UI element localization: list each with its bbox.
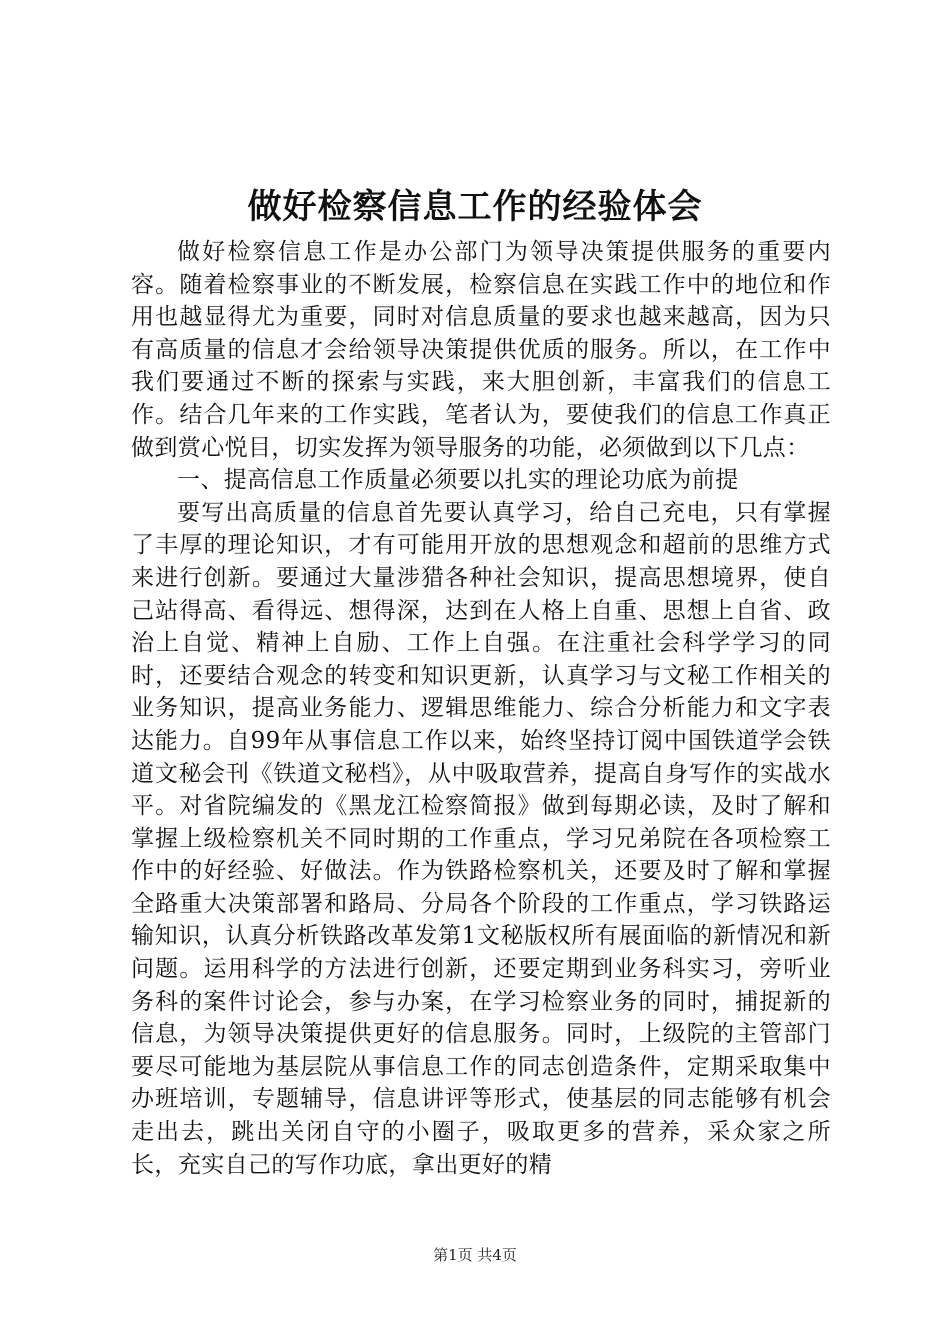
body-paragraph: 要写出高质量的信息首先要认真学习，给自己充电，只有掌握了丰厚的理论知识，才有可能用开放的思想观念和超前的思维方式来进行创新。要通过大量涉猎各种社会知识，提高思想境界，使自己站得高、看得远、想得深，达到在人格上自重、思想上自省、政治上自觉、精神上自励、工作上自强。在注重社会科学学习的同时，还要结合观念的转变和知识更新，认真学习与文秘工作相关的业务知识，提高业务能力、逻辑思维能力、综合分析能力和文字表达能力。自99年从事信息工作以来，始终坚持订阅中国铁道学会铁道文秘会刊《铁道文秘档》，从中吸取营养，提高自身写作的实战水平。对省院编发的《黑龙江检察简报》做到每期必读，及时了解和掌握上级检察机关不同时期的工作重点，学习兄弟院在各项检察工作中的好经验、好做法。作为铁路检察机关，还要及时了解和掌握全路重大决策部署和路局、分局各个阶段的工作重点，学习铁路运输知识，认真分析铁路改革发第1文秘版权所有展面临的新情况和新问题。运用科学的方法进行创新，还要定期到业务科实习，旁听业务科的案件讨论会，参与办案，在学习检察业务的同时，捕捉新的信息，为领导决策提供更好的信息服务。同时，上级院的主管部门要尽可能地为基层院从事信息工作的同志创造条件，定期采取集中办班培训，专题辅导，信息讲评等形式，使基层的同志能够有机会走出去，跳出关闭自守的小圈子，吸取更多的营养，采众家之所长，充实自己的写作功底，拿出更好的精 [131, 499, 831, 1178]
document-body [131, 236, 831, 1181]
document-title: 做好检察信息工作的经验体会 [247, 187, 703, 227]
page-number-footer: 第1页 共4页 [433, 1246, 517, 1264]
section-heading: 一、提高信息工作质量必须要以扎实的理论功底为前提 [177, 467, 739, 494]
intro-paragraph: 做好检察信息工作是办公部门为领导决策提供服务的重要内容。随着检察事业的不断发展，检察信息在实践工作中的地位和作用也越显得尤为重要，同时对信息质量的要求也越来越高，因为只有高质量的信息才会给领导决策提供优质的服务。所以，在工作中我们要通过不断的探索与实践，来大胆创新，丰富我们的信息工作。结合几年来的工作实践，笔者认为，要使我们的信息工作真正做到赏心悦目，切实发挥为领导服务的功能，必须做到以下几点： [131, 239, 831, 461]
